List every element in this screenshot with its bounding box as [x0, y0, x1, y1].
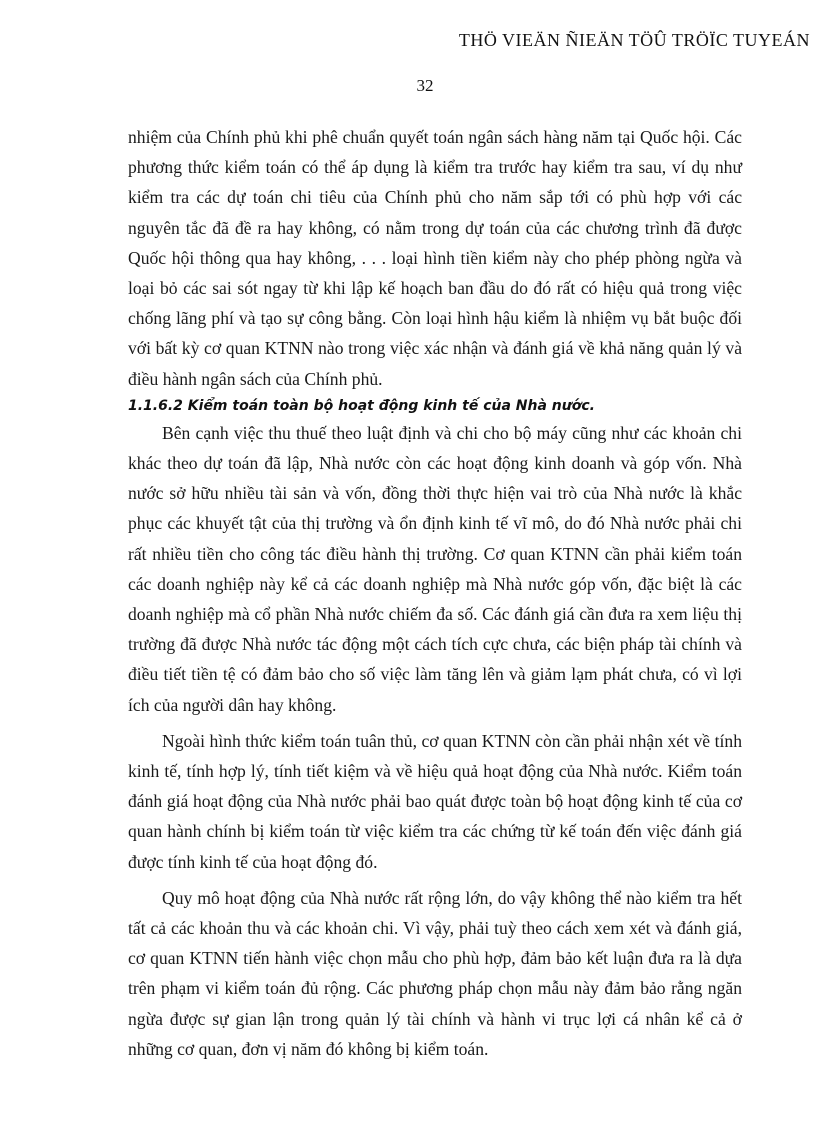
paragraph: Bên cạnh việc thu thuế theo luật định và chi cho bộ máy cũng như các khoản chi khác theo dự toán đã lập, Nhà nước còn các hoạt động kinh doanh và góp vốn. Nhà nước sở hữu nhiều tài sản và vốn, đồng thời thực hiện vai trò của Nhà nước là khắc phục các khuyết tật của thị trường và ổn định kinh tế vĩ mô, do đó Nhà nước phải chi rất nhiều tiền cho công tác điều hành thị trường. Cơ quan KTNN cần phải kiểm toán các doanh nghiệp này kể cả các doanh nghiệp mà Nhà nước góp vốn, đặc biệt là các doanh nghiệp mà cổ phần Nhà nước chiếm đa số. Các đánh giá cần đưa ra xem liệu thị trường đã được Nhà nước tác động một cách tích cực chưa, các biện pháp tài chính và điều tiết tiền tệ có đảm bảo cho số việc làm tăng lên và giảm lạm phát chưa, có vì lợi ích của người dân hay không.: [128, 422, 742, 715]
running-header: THÖ VIEÄN ÑIEÄN TÖÛ TRÖÏC TUYEÁN: [458, 30, 810, 50]
paragraph: Ngoài hình thức kiểm toán tuân thủ, cơ quan KTNN còn cần phải nhận xét về tính kinh tế, tính hợp lý, tính tiết kiệm và về hiệu quả hoạt động của Nhà nước. Kiểm toán đánh giá hoạt động của Nhà nước phải bao quát được toàn bộ hoạt động kinh tế của cơ quan hành chính bị kiểm toán từ việc kiểm tra các chứng từ kế toán đến việc đánh giá được tính kinh tế của hoạt động đó.: [128, 730, 742, 872]
section-heading: 1.1.6.2 Kiểm toán toàn bộ hoạt động kinh tế của Nhà nước.: [128, 397, 595, 414]
paragraph: Quy mô hoạt động của Nhà nước rất rộng lớn, do vậy không thể nào kiểm tra hết tất cả các khoản thu và các khoản chi. Vì vậy, phải tuỳ theo cách xem xét và đánh giá, cơ quan KTNN tiến hành việc chọn mẫu cho phù hợp, đảm bảo kết luận đưa ra là dựa trên phạm vi kiểm toán đủ rộng. Các phương pháp chọn mẫu này đảm bảo rằng ngăn ngừa được sự gian lận trong quản lý tài chính và hành vi trục lợi cá nhân kể cả ở những cơ quan, đơn vị năm đó không bị kiểm toán.: [128, 887, 742, 1059]
paragraph-continued: nhiệm của Chính phủ khi phê chuẩn quyết toán ngân sách hàng năm tại Quốc hội. Các phương thức kiểm toán có thể áp dụng là kiểm tra trước hay kiểm tra sau, ví dụ như kiểm tra các dự toán chi tiêu của Chính phủ cho năm sắp tới có phù hợp với các nguyên tắc đã đề ra hay không, có nằm trong dự toán của các chương trình đã được Quốc hội thông qua hay không, . . . loại hình tiền kiểm này cho phép phòng ngừa và loại bỏ các sai sót ngay từ khi lập kế hoạch ban đầu do đó rất có hiệu quả trong việc chống lãng phí và tạo sự công bằng. Còn loại hình hậu kiểm là nhiệm vụ bắt buộc đối với bất kỳ cơ quan KTNN nào trong việc xác nhận và đánh giá về khả năng quản lý và điều hành ngân sách của Chính phủ.: [128, 127, 742, 389]
body-text: [128, 122, 742, 1064]
page-number: 32: [416, 76, 434, 95]
